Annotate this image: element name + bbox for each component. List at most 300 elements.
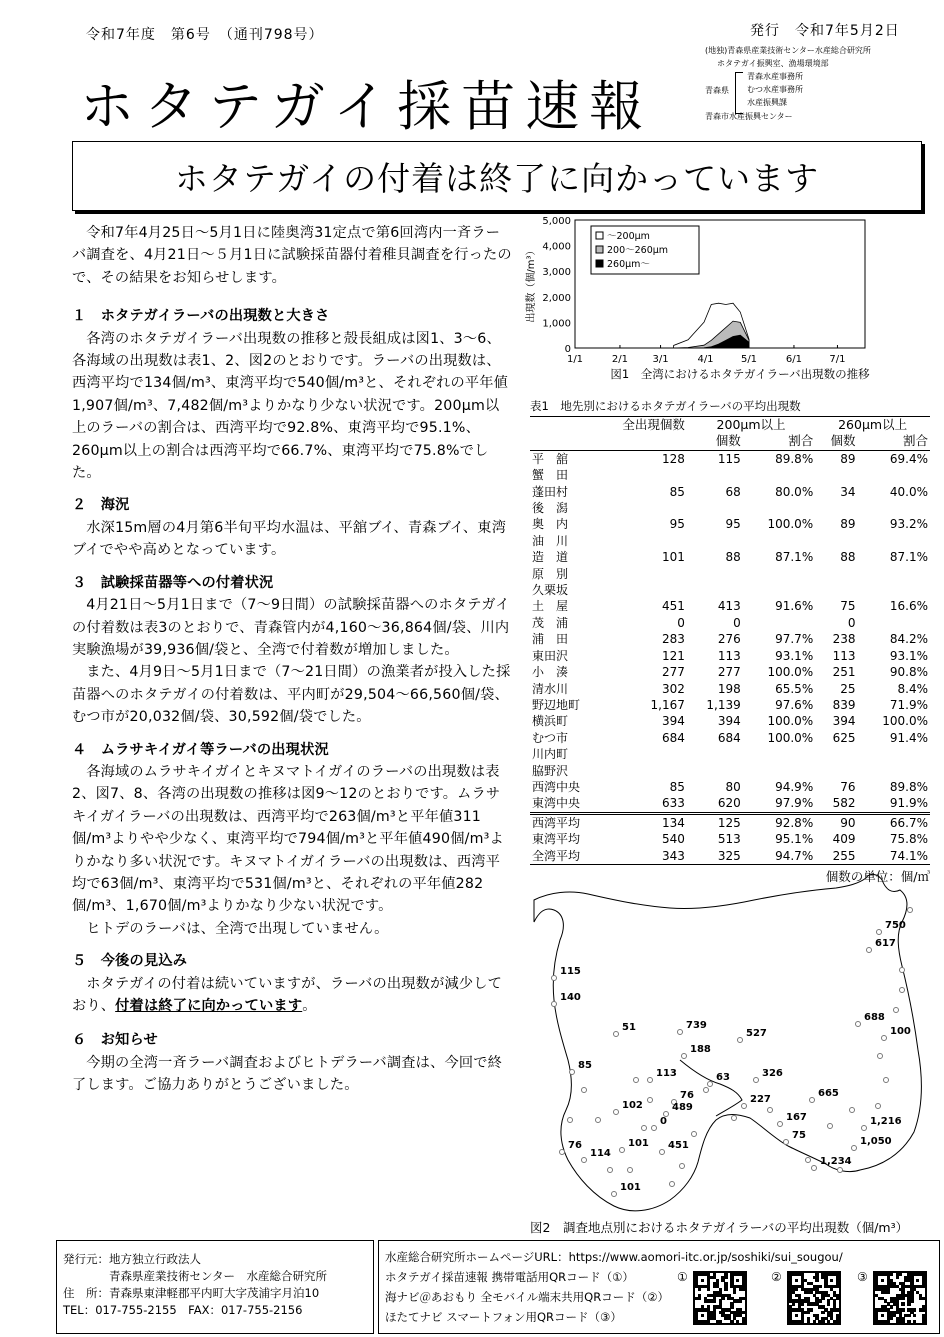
qr-module (724, 1276, 727, 1279)
station-dot (582, 1088, 587, 1093)
table-cell-location: 西湾中央 (532, 779, 581, 794)
table-cell-value: 87.1% (889, 550, 928, 565)
footer-url[interactable]: 水産総合研究所ホームページURL：https://www.aomori-itc.or.jp/soshiki/sui_sougou/ (385, 1250, 843, 1264)
table1-title: 表1 地先別におけるホタテガイラーバの平均出現数 (530, 399, 801, 413)
station-dot (628, 1168, 633, 1173)
table-row (530, 467, 930, 483)
table-cell-location: 東田沢 (532, 648, 569, 663)
table1-grid (530, 416, 930, 865)
qr-module (836, 1308, 839, 1311)
legend-label: ～200μm (607, 231, 650, 242)
table-cell-value: 71.9% (889, 697, 928, 712)
table-row (530, 813, 930, 831)
y-tick-label: 2,000 (542, 292, 571, 304)
table-cell-value: 0 (677, 615, 685, 630)
table-cell-value (815, 467, 857, 483)
table-cell-value (815, 746, 857, 762)
section5-text (72, 973, 512, 1018)
station-dot (670, 1182, 675, 1187)
org-bracket (735, 72, 743, 114)
table-cell-location: 全湾平均 (530, 848, 590, 865)
station-dot (828, 1124, 833, 1129)
table-cell-value: 1,139 (706, 697, 741, 712)
table-cell-value: 684 (661, 730, 685, 745)
table-row (530, 848, 930, 865)
station-dot (692, 1132, 697, 1137)
table-cell-value: 325 (687, 848, 743, 865)
table-cell-value (857, 533, 930, 549)
station-labels (560, 920, 911, 1193)
x-tick-label: 7/1 (829, 354, 846, 365)
table-cell-value: 113 (832, 648, 856, 663)
section3-text1: 4月21日～5月1日まで（7～9日間）の試験採苗器へのホタテガイの付着数は表3のとおりで、青森管内が4,160～36,864個/袋、川内実験漁場が39,936個/袋と、全湾で付着数が増加しました。 (72, 597, 510, 658)
table-cell-value: 251 (832, 665, 856, 680)
table-cell-value: 100.0% (882, 714, 928, 729)
table-row (530, 713, 930, 729)
table-cell-value: 25 (840, 681, 856, 696)
qr-module (742, 1311, 745, 1314)
station-label: 114 (590, 1148, 611, 1159)
publish-date: 発行 令和7年5月2日 (750, 23, 900, 39)
qr-module (733, 1291, 736, 1294)
table-cell-value (687, 763, 743, 779)
table-cell-value (590, 582, 687, 598)
qr-module (836, 1320, 839, 1323)
table-cell-value (590, 467, 687, 483)
section4-title: ４ ムラサキイガイ等ラーバの出現状況 (72, 741, 329, 758)
table-cell-value: 90 (815, 813, 857, 831)
table-cell-value (743, 500, 815, 516)
section5-title: ５ 今後の見込み (72, 953, 188, 970)
table-cell-value (857, 746, 930, 762)
figure1-caption: 図1 全湾におけるホタテガイラーバ出現数の推移 (610, 367, 870, 381)
station-dot (862, 1126, 867, 1131)
table-cell-value: 115 (687, 450, 743, 467)
table-cell-value: 89.8% (743, 450, 815, 467)
table-cell-value: 277 (661, 665, 685, 680)
qr-module (922, 1285, 925, 1288)
station-dot (784, 1140, 789, 1145)
table-cell-value: 100.0% (767, 714, 814, 729)
table-cell-value (590, 763, 687, 779)
station-dot (754, 1078, 759, 1083)
qr-module (742, 1297, 745, 1300)
table-row (530, 648, 930, 664)
station-label: 167 (786, 1112, 807, 1123)
table-cell-value (687, 500, 743, 516)
table-cell-value: 97.6% (775, 697, 814, 712)
qr-module (887, 1320, 890, 1323)
station-label: 100 (890, 1026, 911, 1037)
table-cell-location: 清水川 (532, 681, 569, 696)
station-dot (894, 1008, 899, 1013)
table1-unit: 個数の単位：個/㎥ (825, 868, 930, 884)
table-cell-value (857, 566, 930, 582)
station-dot (852, 1146, 857, 1151)
qr-module (701, 1279, 704, 1282)
y-tick-label: 1,000 (542, 318, 571, 330)
table-cell-location: 東湾中央 (532, 796, 581, 811)
table-cell-value: 0 (847, 615, 856, 630)
table-cell-value: 90.8% (889, 665, 928, 680)
table-cell-value (857, 763, 930, 779)
station-dot (552, 1002, 557, 1007)
table-cell-value: 394 (832, 714, 856, 729)
section1-title: １ ホタテガイラーバの出現数と大きさ (72, 308, 330, 325)
table-cell-value: 92.8% (743, 813, 815, 831)
table-cell-value (743, 533, 815, 549)
legend-swatch (596, 232, 603, 239)
table-cell-value: 80.0% (775, 484, 814, 499)
qr-module (807, 1311, 810, 1314)
section3-text2: また、4月9日～5月1日まで（7～21日間）の漁業者が投入した採苗器へのホタテガイの付着数は、平内町が29,504～66,560個/袋、むつ市が20,032個/袋、30,592個/袋でした。 (72, 664, 511, 726)
table-row (530, 582, 930, 598)
org-sub1: 青森水産事務所 (747, 72, 803, 81)
section3-title: ３ 試験採苗器等への付着状況 (72, 574, 274, 591)
footer-links (378, 1240, 940, 1334)
footer-publisher (56, 1240, 374, 1334)
headline-box (72, 141, 922, 211)
table-row (530, 566, 930, 582)
y-tick-label: 4,000 (542, 241, 571, 253)
footer-l3: 住 所：青森県東津軽郡平内町大字茂浦字月泊10 (63, 1286, 320, 1300)
qr-module (795, 1314, 798, 1317)
table-cell-value: 101 (661, 550, 685, 565)
table-row (530, 681, 930, 697)
table-row (530, 615, 930, 631)
table-cell-value: 277 (717, 665, 741, 680)
table-cell-location: 油 川 (532, 533, 569, 548)
station-dot (878, 1054, 883, 1059)
table-cell-value: 0 (733, 615, 741, 630)
table-cell-location: 原 別 (532, 566, 569, 581)
qr-module (821, 1320, 824, 1323)
table-row (530, 795, 930, 813)
table-row (530, 763, 930, 779)
table-cell-value: 80 (725, 779, 741, 794)
section2-text: 水深15m層の4月第6半旬平均水温は、平舘ブイ、青森ブイ、東湾ブイでやや高めとなっています。 (72, 519, 507, 559)
qr-module (810, 1308, 813, 1311)
station-dot (634, 1078, 639, 1083)
qr-module (721, 1297, 724, 1300)
table-cell-value: 633 (661, 796, 685, 811)
table-row (530, 697, 930, 713)
station-label: 76 (568, 1140, 582, 1151)
qr-module (913, 1308, 916, 1311)
qr-module (813, 1320, 816, 1323)
station-dot (810, 1098, 815, 1103)
table-cell-value: 128 (590, 450, 687, 467)
station-dot (648, 1098, 653, 1103)
table-cell-value (687, 746, 743, 762)
table-cell-value: 66.7% (857, 813, 930, 831)
table-cell-value: 91.9% (889, 796, 928, 811)
qr-module (910, 1299, 913, 1302)
table1-header-row2 (530, 433, 930, 450)
station-dot (648, 1078, 653, 1083)
table-cell-value: 302 (661, 681, 685, 696)
station-dot (900, 968, 905, 973)
table-cell-value: 69.4% (857, 450, 930, 467)
table-cell-value (590, 746, 687, 762)
station-dot (908, 908, 913, 913)
table1-header-blank3 (590, 433, 687, 450)
table-cell-value: 93.2% (889, 517, 928, 532)
table-cell-location: 奥 内 (532, 517, 569, 532)
footer-qr1-label: ホタテガイ採苗速報 携帯電話用QRコード（①） (385, 1270, 634, 1284)
x-tick-label: 6/1 (785, 354, 802, 365)
table-cell-value: 276 (717, 632, 741, 647)
table-cell-value: 95 (669, 517, 685, 532)
table1-header-blank (530, 417, 590, 434)
qr-module (795, 1279, 798, 1282)
table-row (530, 549, 930, 565)
qr-module (887, 1291, 890, 1294)
station-dot (882, 1036, 887, 1041)
legend-swatch (596, 246, 603, 253)
station-dot (612, 1192, 617, 1197)
station-dot (812, 1166, 817, 1171)
org-pref: 青森県 (705, 86, 729, 95)
table-row (530, 631, 930, 647)
table1-sub-count1: 個数 (715, 433, 741, 449)
table-cell-value: 121 (661, 648, 685, 663)
table1-header-blank2 (530, 433, 590, 450)
section6-title: ６ お知らせ (72, 1032, 158, 1049)
footer-qr3-label: ほたてナビ スマートフォン用QRコード（③） (385, 1310, 622, 1324)
table-row (530, 598, 930, 614)
table1-sub-ratio1: 割合 (788, 433, 814, 449)
table-cell-value (857, 582, 930, 598)
table-cell-value: 89 (840, 517, 856, 532)
table-row (530, 831, 930, 847)
table-cell-location: 野辺地町 (532, 697, 581, 712)
y-tick-label: 3,000 (542, 267, 571, 279)
station-dot (884, 1078, 889, 1083)
station-dot (838, 1168, 843, 1173)
table-cell-value: 413 (717, 599, 741, 614)
station-label: 1,216 (870, 1116, 902, 1127)
qr-module (913, 1320, 916, 1323)
table-row (530, 533, 930, 549)
station-label: 188 (690, 1044, 711, 1055)
table-cell-location: 平 舘 (530, 450, 590, 467)
table-cell-value (687, 533, 743, 549)
table-cell-value (815, 500, 857, 516)
table-cell-value (857, 467, 930, 483)
station-label: 76 (680, 1090, 694, 1101)
table1-sub-ratio2: 割合 (902, 433, 928, 449)
table-cell-location: 蓬田村 (532, 484, 569, 499)
table-cell-value (743, 746, 815, 762)
table-cell-value: 95.1% (775, 832, 814, 847)
table-cell-value (857, 615, 930, 631)
station-label: 63 (716, 1072, 730, 1083)
qr-module (890, 1273, 893, 1276)
table1 (530, 398, 930, 885)
table-cell-value: 75 (840, 599, 856, 614)
y-axis-label: 出現数（個/m³） (526, 245, 537, 323)
footer-qr2-label: 海ナビ＠あおもり 全モバイル端末共用QRコード（②） (385, 1290, 670, 1304)
table-cell-value: 85 (669, 779, 685, 794)
station-dot (614, 1110, 619, 1115)
qr-module (730, 1305, 733, 1308)
station-dot (778, 1122, 783, 1127)
table-cell-value (590, 566, 687, 582)
table-cell-value: 198 (717, 681, 741, 696)
table-cell-value: 8.4% (897, 681, 928, 696)
station-dot (552, 976, 557, 981)
footer-l1: 発行元：地方独立行政法人 (63, 1252, 201, 1266)
qr-module (821, 1297, 824, 1300)
x-tick-label: 5/1 (740, 354, 758, 365)
figure2-map (530, 870, 940, 1220)
qr-module (736, 1320, 739, 1323)
table-cell-value (857, 500, 930, 516)
table-cell-value: 88 (725, 550, 741, 565)
station-dot (652, 1126, 657, 1131)
x-tick-label: 4/1 (697, 354, 714, 365)
table-cell-value: 94.9% (775, 779, 814, 794)
station-dot (900, 988, 905, 993)
table1-sub-count2: 個数 (830, 433, 856, 449)
table-cell-value (743, 582, 815, 598)
table-cell-value: 89 (815, 450, 857, 467)
table1-header-200: 200μm以上 (687, 417, 815, 434)
table-cell-value: 100.0% (767, 665, 814, 680)
table-cell-value: 513 (717, 832, 741, 847)
table-cell-value: 94.7% (743, 848, 815, 865)
qr-module (890, 1317, 893, 1320)
station-dot (568, 1118, 573, 1123)
org-line2: ホタテガイ振興室、漁場環境部 (717, 59, 829, 68)
qr-module (901, 1320, 904, 1323)
table-cell-location: 横浜町 (532, 714, 569, 729)
qr-module (707, 1288, 710, 1291)
qr-module (899, 1273, 902, 1276)
station-dot (620, 1148, 625, 1153)
table-cell-location: 東湾平均 (532, 832, 581, 847)
station-dot (682, 1054, 687, 1059)
table-cell-value: 684 (717, 730, 741, 745)
table-cell-value: 84.2% (889, 632, 928, 647)
legend-swatch (596, 260, 603, 267)
qr-module (701, 1314, 704, 1317)
table-cell-value: 97.9% (775, 796, 814, 811)
bay-outline (534, 874, 921, 1210)
section5-emphasis: 付着は終了に向かっています (115, 998, 303, 1014)
x-tick-label: 3/1 (652, 354, 669, 365)
qr-module (719, 1320, 722, 1323)
station-label: 102 (622, 1100, 643, 1111)
qr-module (807, 1320, 810, 1323)
table-cell-location: 土 屋 (532, 599, 569, 614)
qr-module (913, 1314, 916, 1317)
legend-label: 260μm～ (607, 259, 650, 270)
station-label: 451 (668, 1140, 689, 1151)
station-label: 227 (750, 1094, 771, 1105)
table-cell-location: 蟹 田 (532, 468, 569, 483)
qr-code-3[interactable] (873, 1271, 927, 1325)
table-cell-value: 40.0% (889, 484, 928, 499)
qr2-number: ② (771, 1270, 782, 1284)
station-dot (614, 1032, 619, 1037)
station-label: 326 (762, 1068, 783, 1079)
table-cell-location: 小 湊 (532, 665, 569, 680)
station-dot (596, 1118, 601, 1123)
qr-module (821, 1311, 824, 1314)
qr-module (801, 1320, 804, 1323)
table-cell-location: 造 道 (532, 550, 569, 565)
station-label: 1,234 (820, 1156, 852, 1167)
qr-module (830, 1279, 833, 1282)
qr-code-1[interactable] (693, 1271, 747, 1325)
table-cell-value (815, 533, 857, 549)
table-cell-value (590, 533, 687, 549)
station-dot (678, 1030, 683, 1035)
issue-number: 令和7年度 第6号 （通刊798号） (86, 27, 324, 43)
table-cell-value: 100.0% (767, 730, 814, 745)
table-cell-value (590, 500, 687, 516)
station-dot (608, 1168, 613, 1173)
qr-code-2[interactable] (787, 1271, 841, 1325)
org-city: 青森市水産振興センター (705, 112, 793, 121)
table-row (530, 450, 930, 467)
table-cell-value: 76 (840, 779, 856, 794)
station-label: 115 (560, 966, 581, 977)
table-cell-value: 65.5% (775, 681, 814, 696)
table-cell-value: 95 (725, 517, 741, 532)
table-cell-value: 283 (661, 632, 685, 647)
section2-title: ２ 海況 (72, 497, 130, 514)
table-cell-location: 脇野沢 (532, 763, 569, 778)
table-row (530, 730, 930, 746)
table-cell-value (743, 763, 815, 779)
qr-module (792, 1302, 795, 1305)
qr-module (818, 1285, 821, 1288)
x-tick-label: 2/1 (611, 354, 628, 365)
station-dot (738, 1038, 743, 1043)
station-dot (680, 1164, 685, 1169)
station-dot (742, 1104, 747, 1109)
table-cell-value: 74.1% (857, 848, 930, 865)
org-sub2: むつ水産事務所 (747, 85, 803, 94)
table-cell-location: 川内町 (532, 747, 569, 762)
table-row (530, 746, 930, 762)
footer-l2: 青森県産業技術センター 水産総合研究所 (109, 1269, 328, 1283)
qr-module (827, 1302, 830, 1305)
station-label: 0 (660, 1116, 667, 1127)
table-cell-value: 839 (832, 697, 856, 712)
table-cell-value (687, 566, 743, 582)
table-cell-value: 394 (717, 714, 741, 729)
table-cell-location: むつ市 (532, 730, 569, 745)
qr-module (836, 1297, 839, 1300)
x-tick-label: 1/1 (566, 354, 584, 365)
table-cell-value: 97.7% (775, 632, 814, 647)
station-dot (856, 1022, 861, 1027)
table-cell-value: 409 (832, 832, 856, 847)
y-tick-label: 0 (564, 344, 571, 355)
footer-l4: TEL：017-755-2155 FAX：017-755-2156 (63, 1303, 303, 1317)
station-label: 140 (560, 992, 581, 1003)
qr-module (922, 1320, 925, 1323)
station-label: 739 (686, 1020, 707, 1031)
qr-module (916, 1279, 919, 1282)
table-cell-value: 255 (815, 848, 857, 865)
table-cell-value: 394 (661, 714, 685, 729)
table-cell-value: 75.8% (889, 832, 928, 847)
